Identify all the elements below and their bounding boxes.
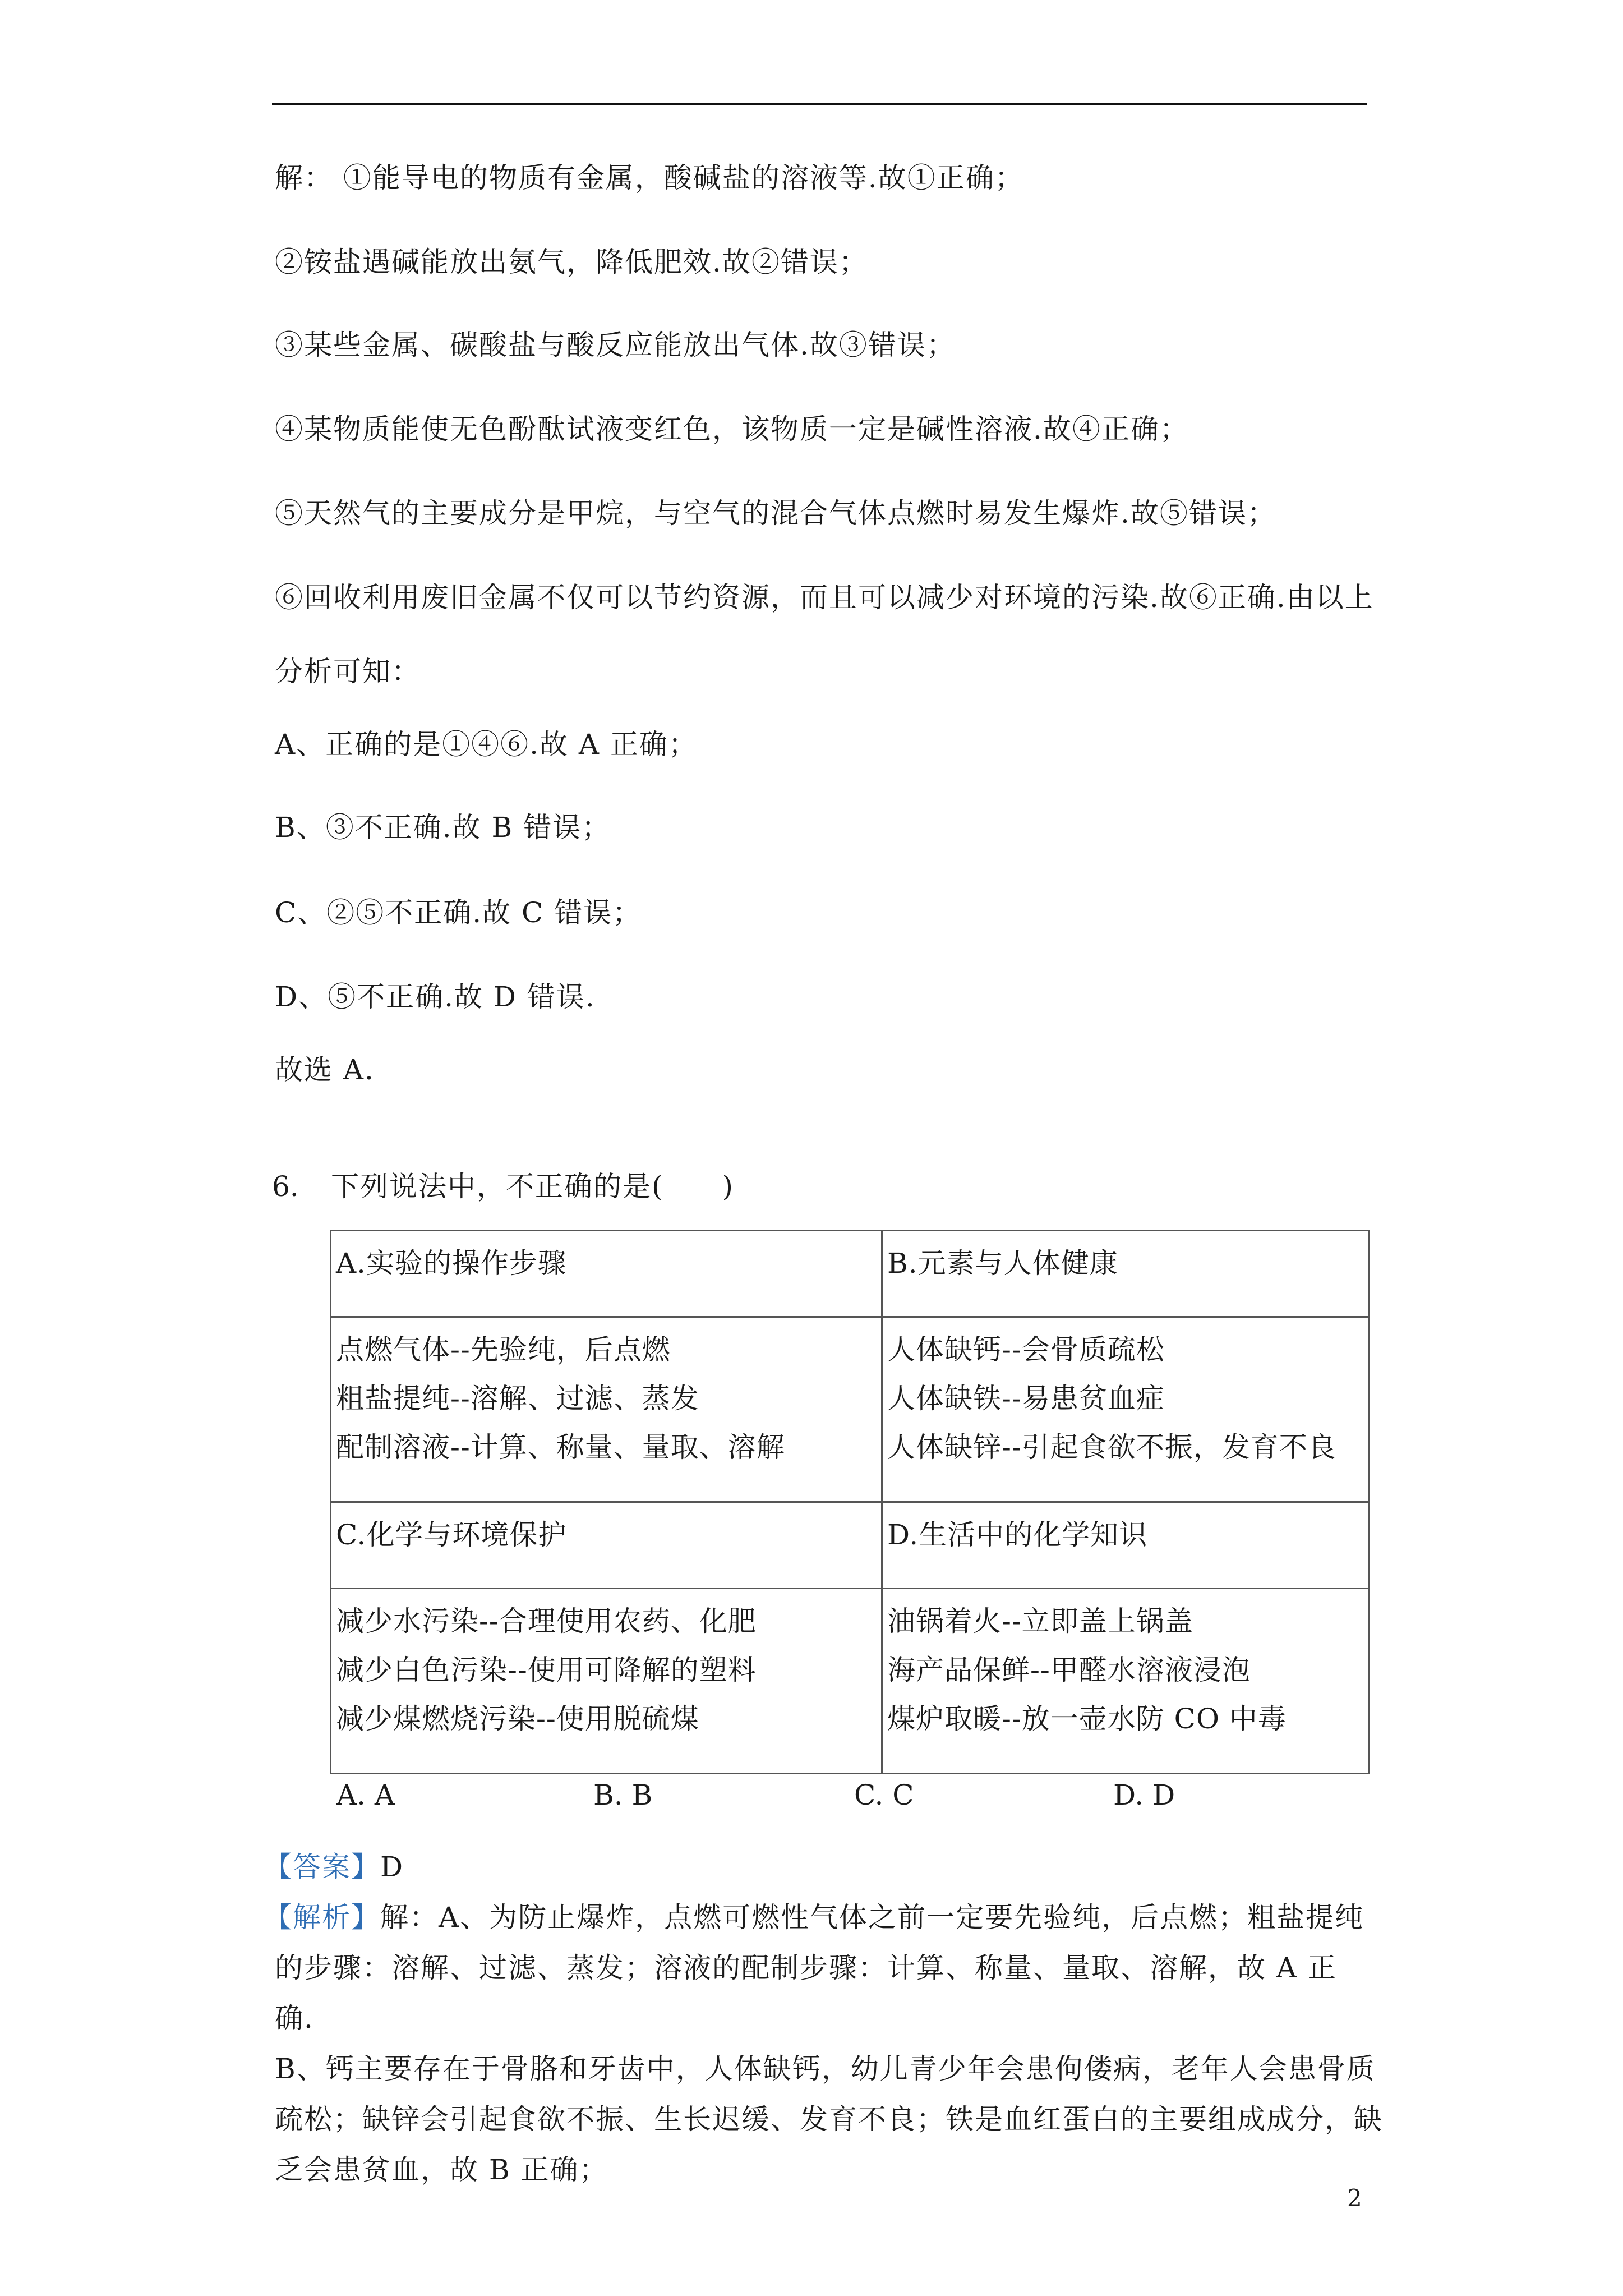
- analysis-tag: 【解析】: [264, 1901, 380, 1934]
- cell-a-items: [331, 1317, 882, 1502]
- solution-line: C、②⑤不正确.故 C 错误；: [275, 896, 642, 929]
- table-item: 人体缺钙--会骨质疏松: [887, 1333, 1165, 1366]
- table-item: 油锅着火--立即盖上锅盖: [887, 1605, 1193, 1637]
- solution-line: 解： ①能导电的物质有金属，酸碱盐的溶液等.故①正确；: [275, 162, 1024, 194]
- analysis-text: 解：A、为防止爆炸，点燃可燃性气体之前一定要先验纯，后点燃；粗盐提纯: [380, 1901, 1364, 1934]
- cell-b-head: B.元素与人体健康: [882, 1231, 1370, 1317]
- choice-b: B. B: [593, 1779, 653, 1811]
- page-number: 2: [1347, 2184, 1362, 2212]
- table-item: 粗盐提纯--溶解、过滤、蒸发: [336, 1382, 699, 1415]
- options-table: [330, 1230, 1370, 1774]
- table-item: 减少白色污染--使用可降解的塑料: [336, 1654, 757, 1686]
- solution-line: 分析可知：: [275, 655, 421, 688]
- table-item: 减少煤燃烧污染--使用脱硫煤: [336, 1703, 699, 1735]
- solution-line: ④某物质能使无色酚酞试液变红色，该物质一定是碱性溶液.故④正确；: [275, 413, 1189, 445]
- cell-c-head: C.化学与环境保护: [331, 1502, 882, 1589]
- cell-d-head: D.生活中的化学知识: [882, 1502, 1370, 1589]
- answer-value: D: [380, 1851, 404, 1883]
- solution-line: A、正确的是①④⑥.故 A 正确；: [275, 728, 698, 761]
- table-item: 人体缺锌--引起食欲不振，发育不良: [887, 1431, 1336, 1464]
- solution-line: ⑥回收利用废旧金属不仅可以节约资源，而且可以减少对环境的污染.故⑥正确.由以上: [275, 581, 1374, 614]
- answer-line: [264, 1847, 404, 1887]
- table-item: 配制溶液--计算、称量、量取、溶解: [336, 1431, 785, 1464]
- cell-c-items: [331, 1589, 882, 1774]
- table-item: 煤炉取暖--放一壶水防 CO 中毒: [887, 1703, 1287, 1735]
- question-text: 下列说法中，不正确的是( ): [331, 1170, 735, 1203]
- cell-a-head: A.实验的操作步骤: [331, 1231, 882, 1317]
- table-item: 减少水污染--合理使用农药、化肥: [336, 1605, 757, 1637]
- analysis-line: 乏会患贫血，故 B 正确；: [275, 2154, 608, 2186]
- table-item: 点燃气体--先验纯，后点燃: [336, 1333, 671, 1366]
- solution-line: D、⑤不正确.故 D 错误.: [275, 981, 596, 1013]
- table-item: 人体缺铁--易患贫血症: [887, 1382, 1165, 1415]
- choice-c: C. C: [854, 1779, 914, 1811]
- solution-line: ③某些金属、碳酸盐与酸反应能放出气体.故③错误；: [275, 329, 956, 361]
- header-rule: [272, 103, 1367, 105]
- analysis-line: [264, 1898, 1364, 1937]
- analysis-line: 的步骤：溶解、过滤、蒸发；溶液的配制步骤：计算、称量、量取、溶解，故 A 正: [275, 1952, 1337, 1984]
- question-number: 6.: [272, 1170, 299, 1203]
- solution-line: ②铵盐遇碱能放出氨气，降低肥效.故②错误；: [275, 246, 868, 278]
- choice-d: D. D: [1113, 1779, 1175, 1811]
- table-item: 海产品保鲜--甲醛水溶液浸泡: [887, 1654, 1251, 1686]
- choice-a: A. A: [336, 1779, 395, 1811]
- answer-tag: 【答案】: [264, 1851, 380, 1883]
- cell-b-items: [882, 1317, 1370, 1502]
- solution-line: 故选 A.: [275, 1053, 375, 1086]
- analysis-line: B、钙主要存在于骨胳和牙齿中，人体缺钙，幼儿青少年会患佝偻病，老年人会患骨质: [275, 2053, 1376, 2085]
- solution-line: ⑤天然气的主要成分是甲烷，与空气的混合气体点燃时易发生爆炸.故⑤错误；: [275, 497, 1276, 530]
- cell-d-items: [882, 1589, 1370, 1774]
- analysis-line: 疏松；缺锌会引起食欲不振、生长迟缓、发育不良；铁是血红蛋白的主要组成成分，缺: [275, 2103, 1383, 2136]
- solution-line: B、③不正确.故 B 错误；: [275, 811, 611, 844]
- analysis-line: 确.: [275, 2002, 314, 2035]
